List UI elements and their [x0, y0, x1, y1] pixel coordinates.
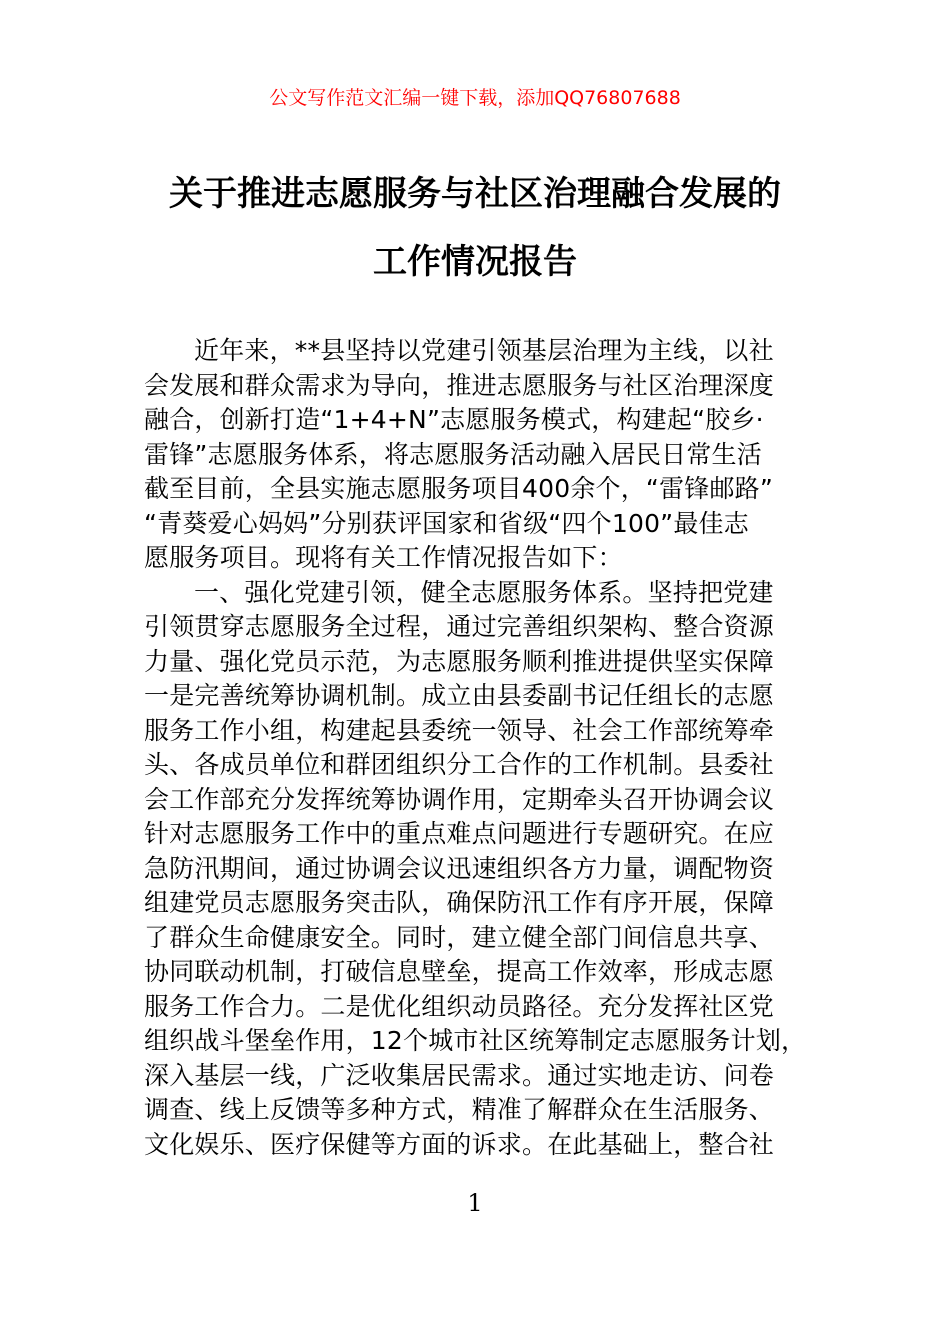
body-line: 引领贯穿志愿服务全过程，通过完善组织架构、整合资源 — [144, 612, 775, 641]
body-line: 协同联动机制，打破信息壁垒，提高工作效率，形成志愿 — [144, 957, 775, 986]
body-line: 雷锋”志愿服务体系，将志愿服务活动融入居民日常生活 — [144, 439, 762, 469]
body-line: 深入基层一线，广泛收集居民需求。通过实地走访、问卷 — [144, 1060, 775, 1090]
body-line: 一、强化党建引领，健全志愿服务体系。坚持把党建 — [194, 577, 774, 607]
body-line: 文化娱乐、医疗保健等方面的诉求。在此基础上，整合社 — [144, 1129, 775, 1159]
download-promo-note: 公文写作范文汇编一键下载，添加QQ76807688 — [269, 87, 681, 109]
body-line: 服务工作合力。二是优化组织动员路径。充分发挥社区党 — [144, 991, 775, 1021]
body-line: 会发展和群众需求为导向，推进志愿服务与社区治理深度 — [144, 370, 775, 400]
body-line: 近年来，**县坚持以党建引领基层治理为主线，以社 — [194, 336, 774, 365]
body-line: 会工作部充分发挥统筹协调作用，定期牵头召开协调会议 — [144, 784, 775, 814]
body-line: 力量、强化党员示范，为志愿服务顺利推进提供坚实保障 — [144, 646, 775, 676]
document-title-line-1: 关于推进志愿服务与社区治理融合发展的 — [169, 174, 781, 214]
body-line: 组建党员志愿服务突击队，确保防汛工作有序开展，保障 — [144, 888, 775, 917]
page-number: 1 — [467, 1189, 483, 1217]
body-line: 调查、线上反馈等多种方式，精准了解群众在生活服务、 — [144, 1095, 775, 1124]
body-line: 了群众生命健康安全。同时，建立健全部门间信息共享、 — [144, 922, 775, 952]
body-line: 服务工作小组，构建起县委统一领导、社会工作部统筹牵 — [144, 715, 775, 745]
document-body — [144, 334, 814, 1162]
document-title-line-2: 工作情况报告 — [373, 242, 577, 282]
body-line: 愿服务项目。现将有关工作情况报告如下： — [144, 543, 623, 572]
body-line: 一是完善统筹协调机制。成立由县委副书记任组长的志愿 — [144, 681, 775, 710]
body-line: 急防汛期间，通过协调会议迅速组织各方力量，调配物资 — [144, 853, 775, 883]
body-line: 针对志愿服务工作中的重点难点问题进行专题研究。在应 — [144, 819, 775, 848]
body-line: 头、各成员单位和群团组织分工合作的工作机制。县委社 — [144, 750, 775, 779]
body-line: 组织战斗堡垒作用，12个城市社区统筹制定志愿服务计划， — [144, 1026, 807, 1055]
body-line: “青葵爱心妈妈”分别获评国家和省级“四个100”最佳志 — [144, 508, 749, 538]
body-line: 融合，创新打造“1+4+N”志愿服务模式，构建起“胶乡· — [144, 405, 764, 434]
body-line: 截至目前，全县实施志愿服务项目400余个，“雷锋邮路” — [144, 474, 774, 503]
